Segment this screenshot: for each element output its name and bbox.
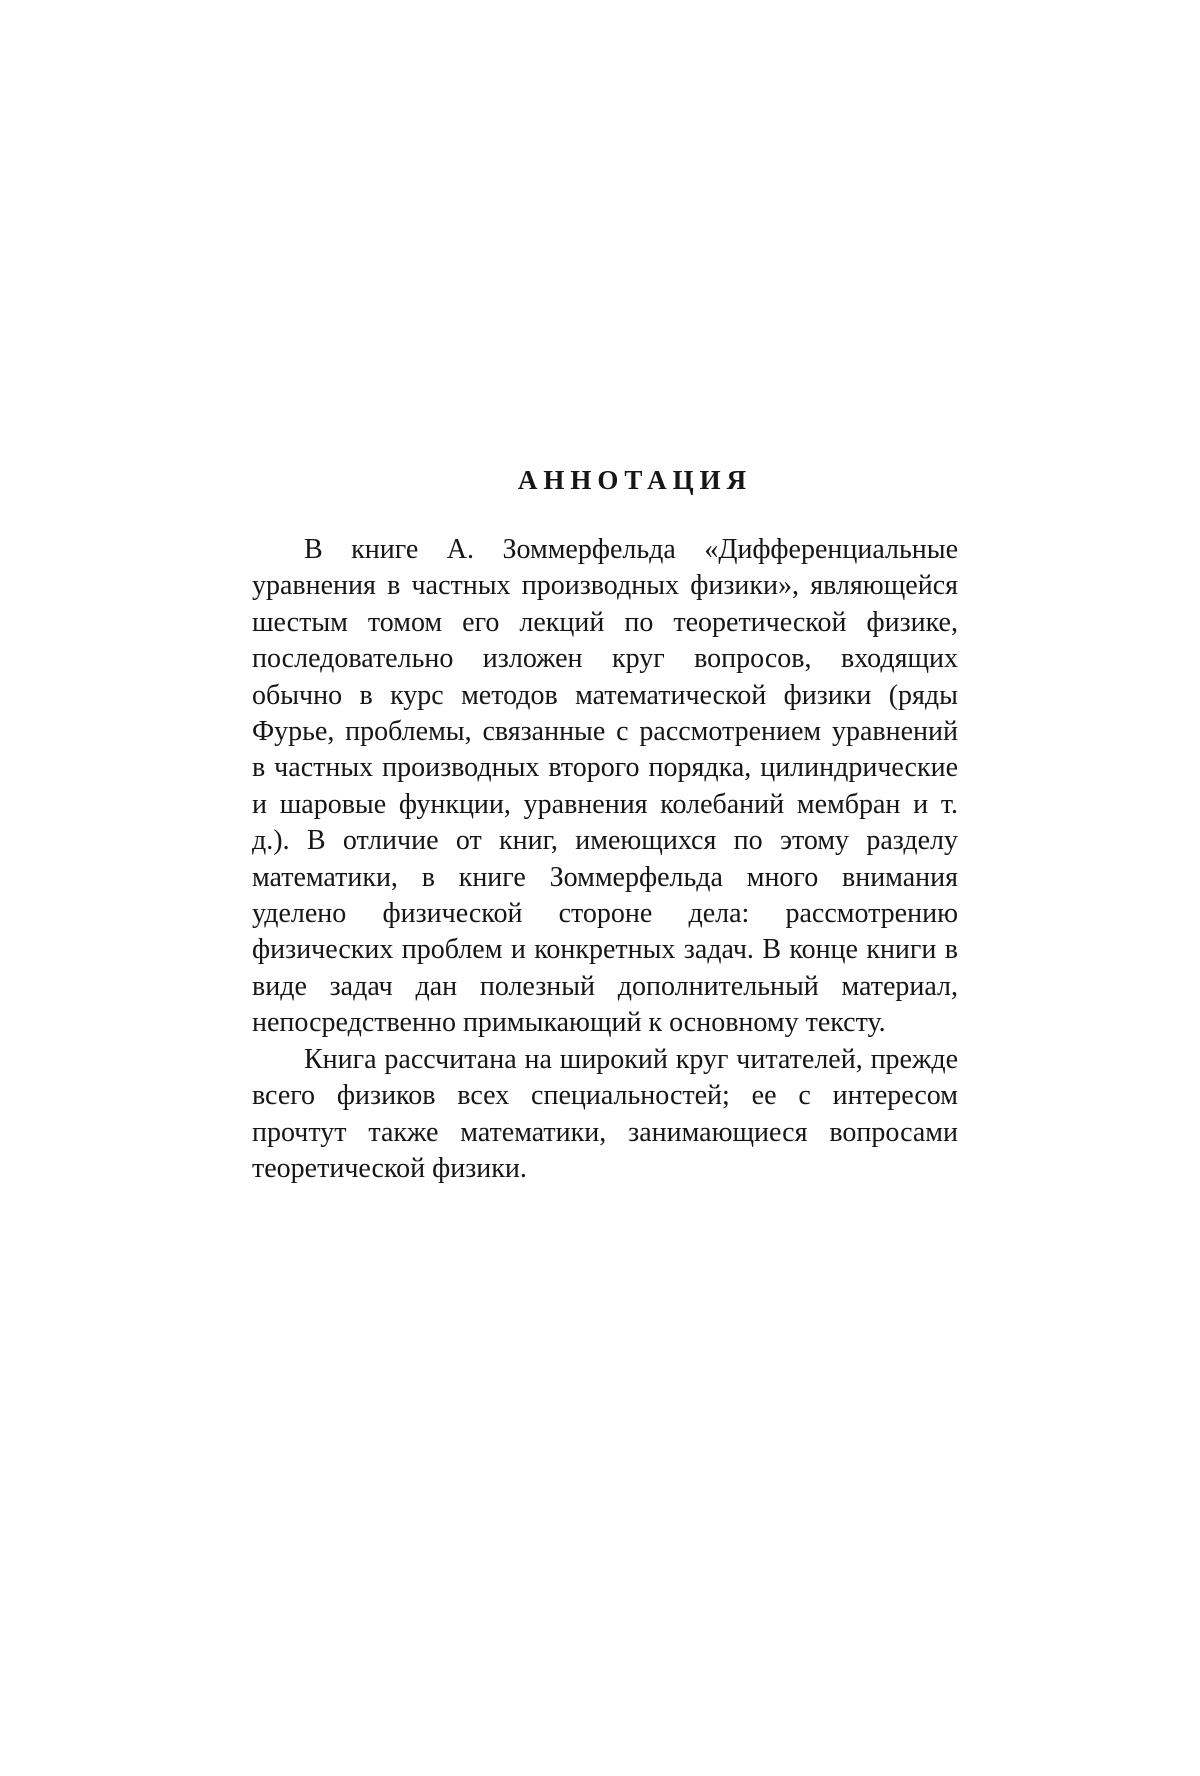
annotation-section — [252, 462, 958, 1187]
annotation-heading: АННОТАЦИЯ — [517, 465, 753, 495]
annotation-paragraph-1: В книге А. Зоммерфельда «Дифференциальные уравнения в частных производных физики», являющейся шестым томом его лекций по теоретической физике, последовательно изложен круг вопросов, входящих обычно в курс методов математической физики (ряды Фурье, проблемы, связанные с рассмотрением уравнений в частных производных второго порядка, цилиндрические и шаровые функции, уравнения колебаний мембран и т. д.). В отличие от книг, имеющихся по этому разделу математики, в книге Зоммерфельда много внимания уделено физической стороне дела: рассмотрению физических проблем и конкретных задач. В конце книги в виде задач дан полезный дополнительный материал, непосредственно примыкающий к основному тексту. — [252, 534, 958, 1039]
annotation-paragraph-2: Книга рассчитана на широкий круг читателей, прежде всего физиков всех специальностей; ее с интересом прочтут также математики, занимающиеся вопросами теоретической физики. — [252, 1043, 958, 1184]
